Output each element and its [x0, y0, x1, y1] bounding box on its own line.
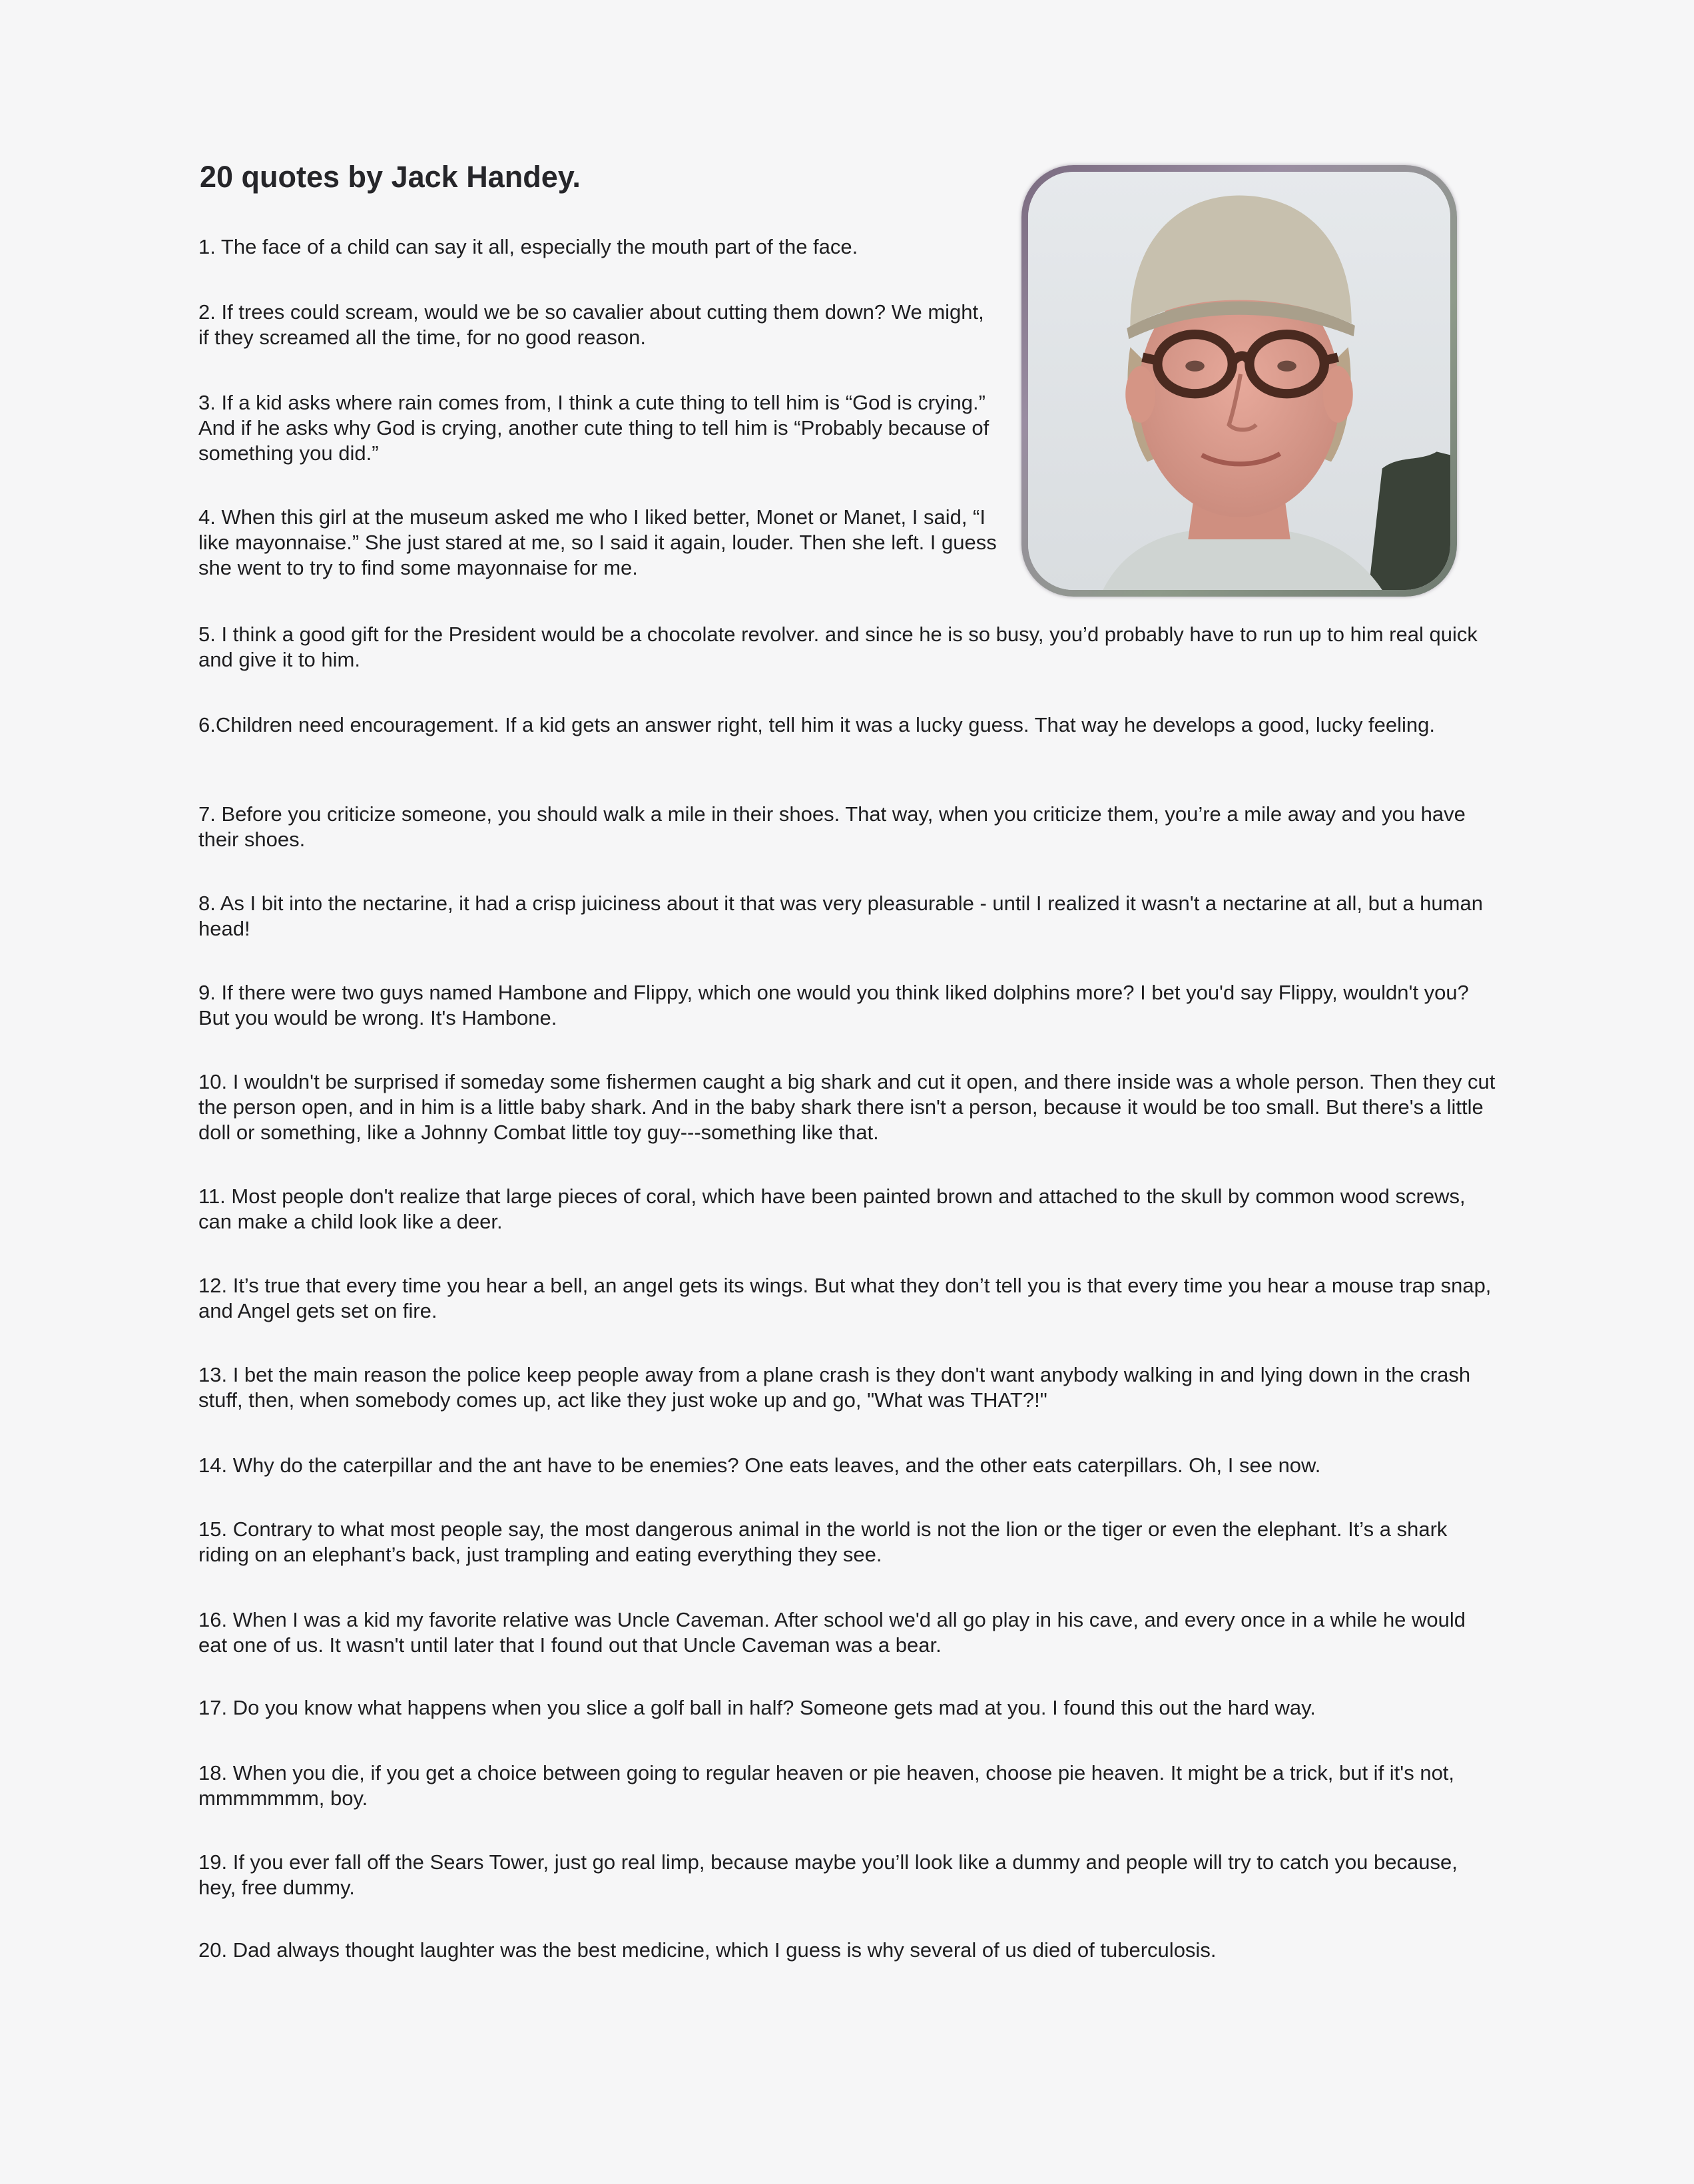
- quote-14: 14. Why do the caterpillar and the ant have to be enemies? One eats leaves, and the other eats caterpillars. Oh, I see now.: [198, 1454, 1321, 1477]
- quote-16: 16. When I was a kid my favorite relative was Uncle Caveman. After school we'd all go play in his cave, and every once in a while he would eat one of us. It wasn't until later that I found out that Uncle Caveman was a bear.: [198, 1608, 1466, 1657]
- quote-9: 9. If there were two guys named Hambone and Flippy, which one would you think liked dolphins more? I bet you'd say Flippy, wouldn't you? But you would be wrong. It's Hambone.: [198, 981, 1469, 1029]
- quote-19: 19. If you ever fall off the Sears Tower, just go real limp, because maybe you’ll look like a dummy and people will try to catch you because, hey, free dummy.: [198, 1850, 1458, 1899]
- quote-1: 1. The face of a child can say it all, especially the mouth part of the face.: [198, 235, 858, 258]
- quote-4: 4. When this girl at the museum asked me who I liked better, Monet or Manet, I said, “I like mayonnaise.” She just stared at me, so I said it again, louder. Then she left. I guess she went to try to find some mayonnaise for me.: [198, 505, 997, 579]
- quote-5: 5. I think a good gift for the President would be a chocolate revolver. and since he is so busy, you’d probably have to run up to him real quick and give it to him.: [198, 623, 1478, 671]
- portrait-photo: [1021, 165, 1457, 597]
- quote-20: 20. Dad always thought laughter was the best medicine, which I guess is why several of us died of tuberculosis.: [198, 1938, 1217, 1962]
- quote-7: 7. Before you criticize someone, you should walk a mile in their shoes. That way, when you criticize them, you’re a mile away and you have their shoes.: [198, 802, 1466, 851]
- quote-13: 13. I bet the main reason the police keep people away from a plane crash is they don't want anybody walking in and lying down in the crash stuff, then, when somebody comes up, act like they just woke up and go, "What was THAT?!": [198, 1363, 1471, 1412]
- quote-10: 10. I wouldn't be surprised if someday some fishermen caught a big shark and cut it open, and there inside was a whole person. Then they cut the person open, and in him is a little baby shark. And in the baby shark there isn't a person, because it would be too small. But there's a little doll or something, like a Johnny Combat little toy guy---something like that.: [198, 1070, 1496, 1144]
- quote-8: 8. As I bit into the nectarine, it had a crisp juiciness about it that was very pleasurable - until I realized it wasn't a nectarine at all, but a human head!: [198, 892, 1483, 940]
- quote-11: 11. Most people don't realize that large pieces of coral, which have been painted brown and attached to the skull by common wood screws, can make a child look like a deer.: [198, 1185, 1466, 1233]
- quote-12: 12. It’s true that every time you hear a bell, an angel gets its wings. But what they don’t tell you is that every time you hear a mouse trap snap, and Angel gets set on fire.: [198, 1274, 1492, 1322]
- quote-15: 15. Contrary to what most people say, the most dangerous animal in the world is not the lion or the tiger or even the elephant. It’s a shark riding on an elephant’s back, just trampling and eating everything they see.: [198, 1517, 1448, 1566]
- quote-3: 3. If a kid asks where rain comes from, I think a cute thing to tell him is “God is crying.” And if he asks why God is crying, another cute thing to tell him is “Probably because of something you did.”: [198, 391, 989, 465]
- quote-18: 18. When you die, if you get a choice between going to regular heaven or pie heaven, choose pie heaven. It might be a trick, but if it's not, mmmmmmm, boy.: [198, 1761, 1455, 1810]
- page-title: 20 quotes by Jack Handey.: [200, 160, 581, 194]
- portrait-photo-icon: [1028, 172, 1450, 590]
- quote-2: 2. If trees could scream, would we be so cavalier about cutting them down? We might, if they screamed all the time, for no good reason.: [198, 300, 984, 349]
- quote-6: 6.Children need encouragement. If a kid gets an answer right, tell him it was a lucky guess. That way he develops a good, lucky feeling.: [198, 713, 1436, 736]
- quote-17: 17. Do you know what happens when you slice a golf ball in half? Someone gets mad at you. I found this out the hard way.: [198, 1696, 1316, 1719]
